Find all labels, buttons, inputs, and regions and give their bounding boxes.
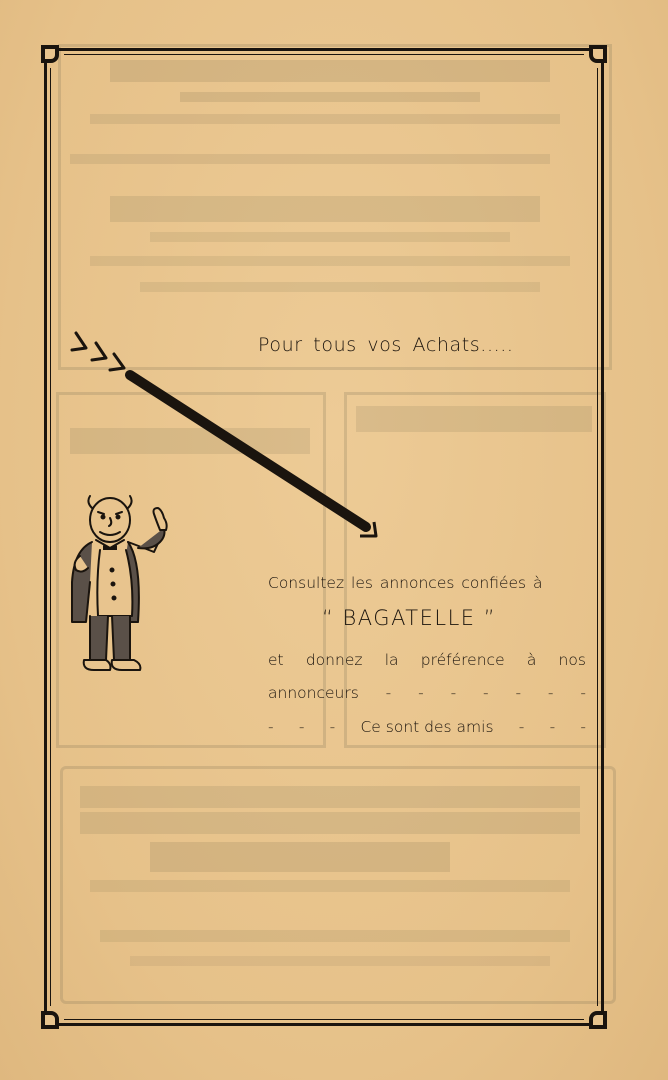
dash: - bbox=[547, 684, 554, 702]
word: à bbox=[526, 651, 537, 669]
dash: - bbox=[515, 684, 522, 702]
dash: - bbox=[518, 718, 525, 736]
word: donnez bbox=[305, 651, 363, 669]
chevron-icon bbox=[72, 333, 124, 370]
arrow-icon bbox=[130, 375, 376, 536]
dash: - bbox=[298, 718, 305, 736]
advertisers-line bbox=[268, 684, 586, 702]
preference-line bbox=[268, 651, 586, 669]
headline-text: Pour tous vos Achats..... bbox=[258, 334, 514, 356]
word: préférence bbox=[420, 651, 505, 669]
dash: - bbox=[418, 684, 424, 702]
dash: - bbox=[329, 718, 336, 736]
dash: - bbox=[385, 684, 392, 702]
friends-text: Ce sont des amis bbox=[360, 718, 494, 736]
dash: - bbox=[580, 718, 586, 736]
dash: - bbox=[549, 718, 556, 736]
dash: - bbox=[450, 684, 457, 702]
word: nos bbox=[558, 651, 586, 669]
friends-line bbox=[268, 718, 586, 736]
dash: - bbox=[483, 684, 489, 702]
word: et bbox=[268, 651, 284, 669]
dash: - bbox=[268, 718, 274, 736]
consult-line: Consultez les annonces confiées à bbox=[268, 574, 543, 592]
cartoon-man-pointing-icon bbox=[72, 496, 167, 670]
brand-name: “ BAGATELLE ” bbox=[322, 606, 497, 630]
word: annonceurs bbox=[268, 684, 359, 702]
word: la bbox=[384, 651, 399, 669]
dash: - bbox=[580, 684, 586, 702]
